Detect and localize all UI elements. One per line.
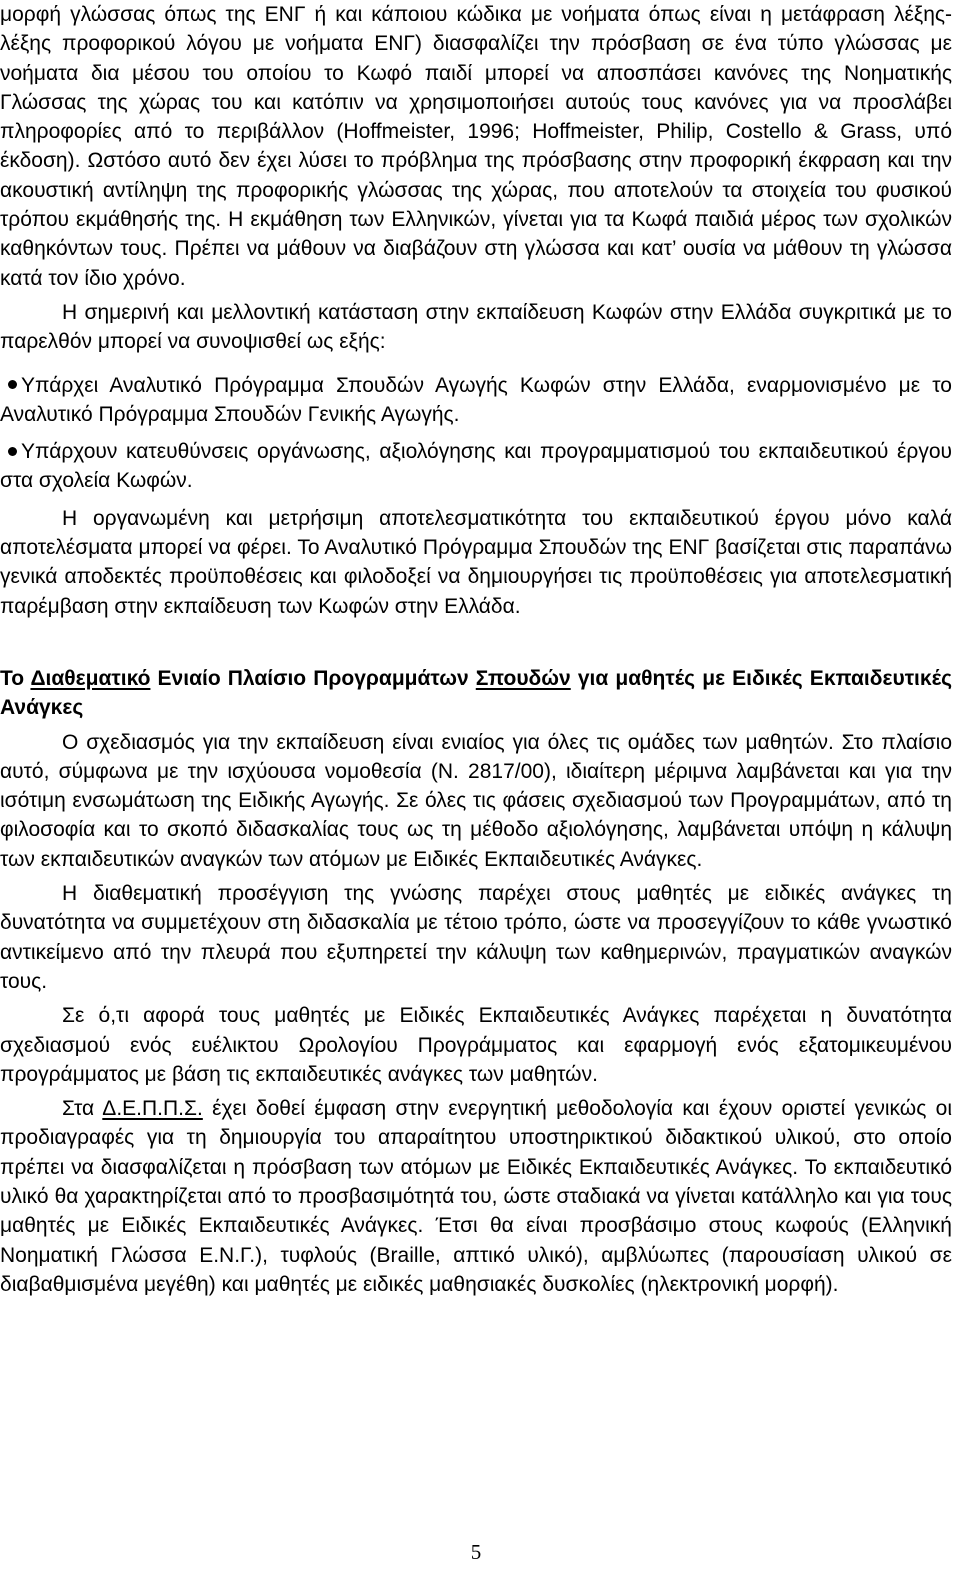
page-number: 5 <box>470 1540 482 1564</box>
paragraph-unified-design: Ο σχεδιασμός για την εκπαίδευση είναι ενιαίος για όλες τις ομάδες των μαθητών. Στο πλαίσιο αυτό, σύμφωνα με την ισχύουσα νομοθεσία (Ν. 2817/00), ιδιαίτερη μέριμνα λαμβάνεται και για την ισότιμη ενσωμάτωση της Ειδικής Αγωγής. Σε όλες τις φάσεις σχεδιασμού των Προγραμμάτων, από τη φιλοσοφία και το σκοπό διδασκαλίας τους ως τη μέθοδο αξιολόγησης, λαμβάνεται υπόψη η κάλυψη των εκπαιδευτικών αναγκών των ατόμων με Ειδικές Εκπαιδευτικές Ανάγκες. <box>0 730 952 871</box>
paragraph-cross-thematic: Η διαθεματική προσέγγιση της γνώσης παρέχει στους μαθητές με ειδικές ανάγκες τη δυνατότητα να συμμετέχουν στη διδασκαλία με τέτοιο τρόπο, ώστε να προσεγγίζουν το κάθε γνωστικό αντικείμενο από την πλευρά που εξυπηρετεί την κάλυψη των καθημερινών, πραγματικών αναγκών τους. <box>0 882 952 993</box>
paragraph-text: έχει δοθεί έμφαση στην ενεργητική μεθοδολογία και έχουν οριστεί γενικώς οι προδιαγραφές για τη δημιουργία του απαραίτητου υποστηρικτικού διδακτικού υλικού, στο οποίο πρέπει να διασφαλίζεται η πρόσβαση των ατόμων με Ειδικές Εκπαιδευτικές Ανάγκες. Το εκπαιδευτικό υλικό θα χαρακτηρίζεται από το προσβασιμότητά του, ώστε σταδιακά να γίνεται κατάλληλο και για τους μαθητές με Ειδικές Εκπαιδευτικές Ανάγκες. Έτσι θα είναι προσβάσιμο στους κωφούς (Ελληνική Νοηματική Γλώσσα Ε.Ν.Γ.), τυφλούς (Braille, απτικό υλικό), αμβλύωπες (παρουσίαση υλικού σε διαβαθμισμένα μεγέθη) και μαθητές με ειδικές μαθησιακές δυσκολίες (ηλεκτρονική μορφή). <box>0 1097 952 1296</box>
heading-text: Ενιαίο Πλαίσιο Προγραμμάτων <box>150 666 476 690</box>
paragraph-effectiveness: Η οργανωμένη και μετρήσιμη αποτελεσματικότητα του εκπαιδευτικού έργου μόνο καλά αποτελέσματα μπορεί να φέρει. Το Αναλυτικό Πρόγραμμα Σπουδών της ΕΝΓ βασίζεται στις παραπάνω γενικά αποδεκτές προϋποθέσεις και φιλοδοξεί να δημιουργήσει τις προϋποθέσεις για αποτελεσματική παρέμβαση στην εκπαίδευση των Κωφών στην Ελλάδα. <box>0 506 952 618</box>
paragraph-current-situation: Η σημερινή και μελλοντική κατάσταση στην εκπαίδευση Κωφών στην Ελλάδα συγκριτικά με το παρελθόν μπορεί να συνοψισθεί ως εξής: <box>0 300 952 354</box>
bullet-item-guidelines <box>0 437 952 496</box>
section-heading <box>0 664 952 723</box>
heading-underlined-word: Σπουδών <box>475 666 571 690</box>
paragraph-hearing-access: μορφή γλώσσας όπως της ΕΝΓ ή και κάποιου κώδικα με νοήματα όπως είναι η μετάφραση λέξης-λέξης προφορικού λόγου με νοήματα ΕΝΓ) διασφαλίζει την πρόσβαση σε ένα τύπο γλώσσας με νοήματα δια μέσου του οποίου το Κωφό παιδί μπορεί να αποσπάσει κανόνες της Νοηματικής Γλώσσας της χώρας του και κατόπιν να χρησιμοποιήσει αυτούς τους κανόνες για να προσλάβει πληροφορίες από το περιβάλλον (Hoffmeister, 1996; Hoffmeister, Philip, Costello & Grass, υπό έκδοση). Ωστόσο αυτό δεν έχει λύσει το πρόβλημα της πρόσβασης στην προφορική έκφραση και την ακουστική αντίληψη της προφορικής γλώσσας της χώρας, που αποτελούν τα στοιχεία του φυσικού τρόπου εκμάθησής της. Η εκμάθηση των Ελληνικών, γίνεται για τα Κωφά παιδιά μέρος των σχολικών καθηκόντων τους. Πρέπει να μάθουν να διαβάζουν στη γλώσσα και κατ’ ουσία να μάθουν τη γλώσσα κατά τον ίδιο χρόνο. <box>0 3 952 290</box>
heading-text: για μαθητές με Ειδικές Εκπαιδευτικές Ανάγκες <box>0 666 953 720</box>
bullet-item-curriculum <box>0 371 952 430</box>
heading-text: Το <box>0 666 31 690</box>
paragraph-special-needs: Σε ό,τι αφορά τους μαθητές με Ειδικές Εκπαιδευτικές Ανάγκες παρέχεται η δυνατότητα σχεδιασμού ενός ευέλικτου Ωρολογίου Προγράμματος και εφαρμογή ενός εξατομικευμένου προγράμματος με βάση τις εκπαιδευτικές ανάγκες των μαθητών. <box>0 1004 952 1086</box>
underlined-acronym: Δ.Ε.Π.Π.Σ. <box>102 1097 203 1121</box>
bullet-text: Υπάρχει Αναλυτικό Πρόγραμμα Σπουδών Αγωγής Κωφών στην Ελλάδα, εναρμονισμένο με το Αναλυτικό Πρόγραμμα Σπουδών Γενικής Αγωγής. <box>0 373 952 426</box>
bullet-text: Υπάρχουν κατευθύνσεις οργάνωσης, αξιολόγησης και προγραμματισμού του εκπαιδευτικού έργου στα σχολεία Κωφών. <box>0 440 952 493</box>
bullet-icon <box>8 380 17 389</box>
heading-underlined-word: Διαθεματικό <box>30 666 151 690</box>
paragraph-depps <box>0 1094 952 1299</box>
paragraph-text: Στα <box>62 1097 103 1121</box>
bullet-icon <box>8 447 17 456</box>
